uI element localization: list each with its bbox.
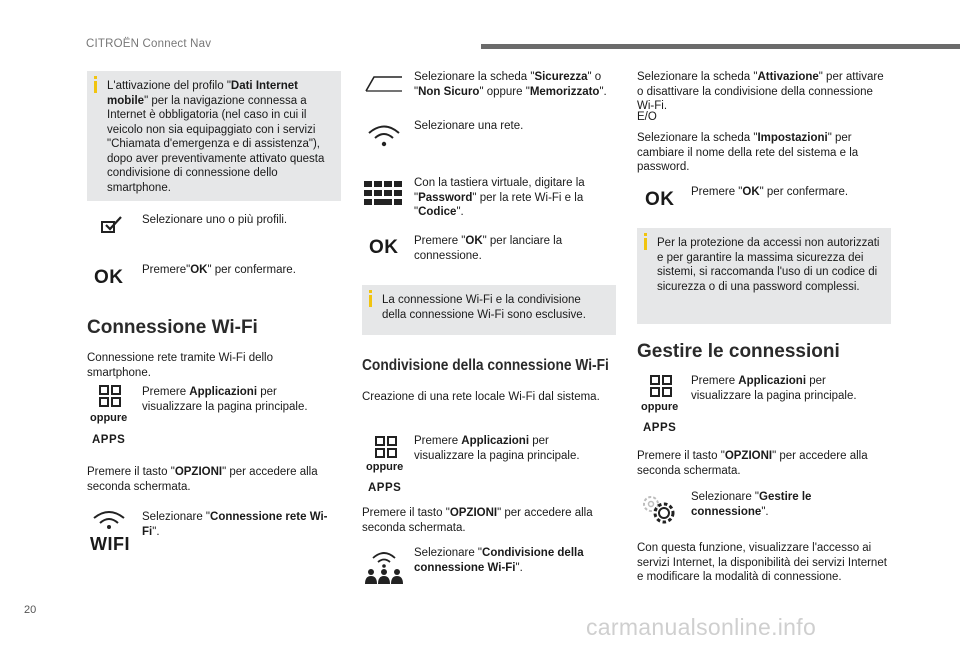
apps-label: APPS	[643, 422, 677, 434]
select-manage-connections-text: Selezionare "Gestire le connessione".	[691, 491, 812, 518]
wifi-intro-text: Connessione rete tramite Wi-Fi dello smartphone.	[87, 352, 273, 379]
sharing-intro-text: Creazione di una rete locale Wi-Fi dal sistema.	[362, 391, 600, 403]
manage-outro-text: Con questa funzione, visualizzare l'accesso ai servizi Internet, la disponibilità dei servizi Internet e modificare la modalità di connessione.	[637, 542, 887, 583]
info-icon	[369, 295, 372, 307]
info-icon	[644, 238, 647, 250]
info-note-security: Per la protezione da accessi non autorizzati e per garantire la massima sicurezza dei sistemi, si raccomanda l'uso di un codice di sicurezza o di una password complessi.	[637, 228, 891, 324]
wifi-network-icon	[367, 124, 401, 148]
press-ok-connect-text: Premere "OK" per lanciare la connessione.	[414, 235, 563, 262]
wifi-signal-icon	[92, 510, 126, 530]
ok-icon: OK	[94, 267, 124, 288]
profile-check-icon	[99, 214, 125, 236]
section-title-manage-connections: Gestire le connessioni	[637, 341, 840, 362]
tab-shape-icon	[364, 74, 404, 94]
apps-grid-icon	[99, 385, 121, 407]
select-settings-tab-text: Selezionare la scheda "Impostazioni" per cambiare il nome della rete del sistema e la password.	[637, 132, 859, 173]
select-sharing-text: Selezionare "Condivisione della connessione Wi-Fi".	[414, 547, 584, 574]
ok-icon: OK	[645, 189, 675, 210]
enter-password-text: Con la tastiera virtuale, digitare la "Password" per la rete Wi-Fi e la "Codice".	[414, 177, 585, 218]
apps-grid-icon	[650, 375, 672, 397]
manual-header-title: CITROËN Connect Nav	[86, 38, 212, 50]
info-icon	[94, 81, 97, 93]
oppure-label: oppure	[641, 401, 679, 413]
ok-icon: OK	[369, 237, 399, 258]
press-ok-confirm-text: Premere"OK" per confermare.	[142, 264, 296, 276]
section-title-wifi-sharing: Condivisione della connessione Wi-Fi	[362, 357, 609, 374]
press-options-text: Premere il tasto "OPZIONI" per accedere alla seconda schermata.	[637, 450, 868, 477]
select-profiles-text: Selezionare uno o più profili.	[142, 214, 288, 226]
press-apps-text: Premere Applicazioni per visualizzare la pagina principale.	[142, 386, 308, 413]
select-security-tab-text: Selezionare la scheda "Sicurezza" o "Non Sicuro" oppure "Memorizzato".	[414, 71, 607, 98]
select-network-text: Selezionare una rete.	[414, 120, 524, 132]
oppure-label: oppure	[90, 412, 128, 424]
apps-label: APPS	[368, 482, 402, 494]
hotspot-share-icon	[365, 550, 403, 586]
press-options-text: Premere il tasto "OPZIONI" per accedere alla seconda schermata.	[87, 466, 318, 493]
select-wifi-connection-text: Selezionare "Connessione rete Wi-Fi".	[142, 511, 328, 538]
info-note-data-internet: L'attivazione del profilo "Dati Internet mobile" per la navigazione connessa a Internet è obbligatoria (nel caso in cui il veicolo non sia equipaggiato con i servizi "Chiamata d'emergenza e di assistenza"), dopo aver preventivamente attivato questa condivisione di connessione dello smartphone.	[87, 71, 341, 201]
and-or-text: E/O	[637, 111, 657, 123]
press-apps-text: Premere Applicazioni per visualizzare la pagina principale.	[414, 435, 580, 462]
wifi-label: WIFI	[90, 534, 130, 554]
press-options-text: Premere il tasto "OPZIONI" per accedere alla seconda schermata.	[362, 507, 593, 534]
press-ok-confirm-text: Premere "OK" per confermare.	[691, 186, 849, 198]
section-title-wifi-connection: Connessione Wi-Fi	[87, 317, 258, 338]
select-activation-tab-text: Selezionare la scheda "Attivazione" per attivare o disattivare la condivisione della connessione Wi-Fi.	[637, 71, 884, 112]
watermark: carmanualsonline.info	[586, 614, 817, 640]
apps-label: APPS	[92, 434, 126, 446]
keyboard-icon	[364, 181, 404, 207]
apps-grid-icon	[375, 436, 397, 458]
gear-settings-icon	[640, 493, 678, 527]
info-note-exclusive: La connessione Wi-Fi e la condivisione della connessione Wi-Fi sono esclusive.	[362, 285, 616, 335]
oppure-label: oppure	[366, 461, 404, 473]
header-rule	[481, 44, 960, 49]
page-number: 20	[24, 604, 37, 616]
press-apps-text: Premere Applicazioni per visualizzare la pagina principale.	[691, 375, 857, 402]
